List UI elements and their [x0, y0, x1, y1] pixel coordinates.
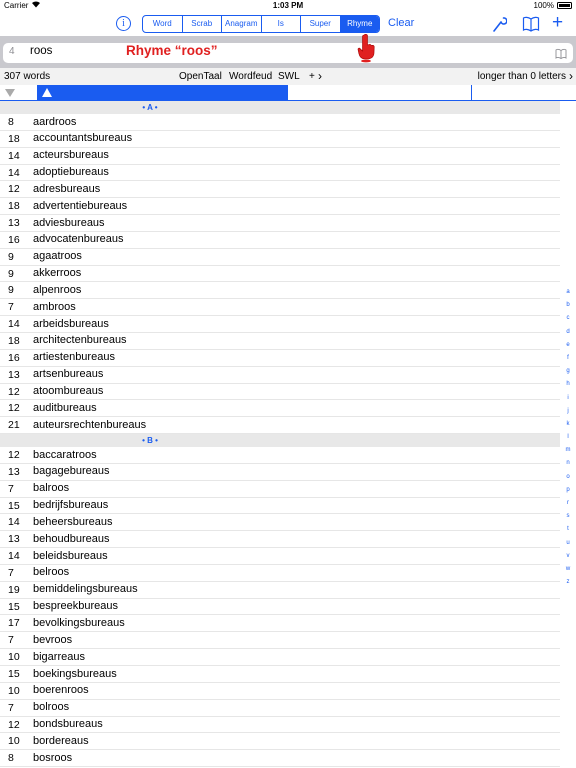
index-letter-j[interactable]: j — [567, 407, 569, 414]
word-text: accountantsbureaus — [33, 132, 133, 145]
segment-anagram[interactable]: Anagram — [222, 16, 262, 32]
word-length: 18 — [8, 132, 20, 145]
word-text: bolroos — [33, 701, 70, 714]
word-row[interactable] — [0, 649, 560, 666]
word-text: balroos — [33, 482, 70, 495]
word-text: adresbureaus — [33, 182, 101, 195]
battery-percent: 100% — [533, 1, 554, 10]
word-length: 7 — [8, 301, 14, 314]
index-letter-l[interactable]: l — [567, 434, 569, 441]
word-text: auditbureaus — [33, 401, 97, 414]
word-text: bespreekbureaus — [33, 600, 119, 613]
index-letter-k[interactable]: k — [566, 420, 570, 427]
word-length: 15 — [8, 600, 20, 613]
word-row[interactable] — [0, 548, 560, 565]
dictionary-option-opentaal[interactable]: OpenTaal — [179, 71, 222, 82]
word-row[interactable] — [0, 215, 560, 232]
dictionary-option-wordfeud[interactable]: Wordfeud — [229, 71, 273, 82]
segment-word[interactable]: Word — [143, 16, 183, 32]
word-row[interactable] — [0, 148, 560, 165]
toolbar — [0, 12, 576, 36]
section-header: • B • — [0, 434, 560, 447]
word-length: 19 — [8, 583, 20, 596]
word-length: 12 — [8, 385, 20, 398]
alphabet-index[interactable] — [561, 286, 575, 589]
word-row[interactable] — [0, 249, 560, 266]
word-text: adoptiebureaus — [33, 166, 109, 179]
word-length: 12 — [8, 449, 20, 462]
segment-super[interactable]: Super — [301, 16, 341, 32]
word-length: 9 — [8, 267, 14, 280]
word-length: 8 — [8, 116, 14, 128]
word-row[interactable] — [0, 266, 560, 283]
word-text: acteursbureaus — [33, 149, 109, 162]
word-row[interactable] — [0, 232, 560, 249]
word-text: architectenbureaus — [33, 334, 127, 347]
index-letter-v[interactable]: v — [566, 552, 570, 559]
book-icon[interactable] — [522, 15, 540, 33]
battery-icon — [557, 2, 572, 9]
chevron-right-icon[interactable]: › — [569, 69, 573, 83]
word-text: bevroos — [33, 633, 73, 646]
word-row[interactable] — [0, 181, 560, 198]
word-text: beheersbureaus — [33, 515, 113, 528]
word-row[interactable] — [0, 599, 560, 616]
status-bar — [0, 0, 576, 12]
word-length: 10 — [8, 684, 20, 697]
word-text: bosroos — [33, 751, 73, 764]
word-row[interactable] — [0, 717, 560, 734]
word-length: 12 — [8, 402, 20, 415]
word-count: 307 words — [4, 71, 51, 82]
word-row[interactable] — [0, 565, 560, 582]
word-text: akkerroos — [33, 267, 82, 280]
word-row[interactable] — [0, 282, 560, 299]
word-text: bordereaus — [33, 734, 89, 747]
info-icon[interactable]: i — [116, 16, 131, 31]
search-mode-segmented-control — [142, 15, 380, 33]
word-row[interactable] — [0, 447, 560, 464]
word-text: belroos — [33, 566, 70, 579]
index-letter-c[interactable]: c — [566, 315, 570, 322]
word-row[interactable] — [0, 131, 560, 148]
word-length: 17 — [8, 617, 20, 630]
word-text: bigarreaus — [33, 650, 85, 663]
word-length: 10 — [8, 735, 20, 748]
word-text: arbeidsbureaus — [33, 317, 109, 330]
word-length: 13 — [8, 465, 20, 478]
word-length: 15 — [8, 499, 20, 512]
word-text: aardroos — [33, 115, 77, 128]
word-row[interactable] — [0, 316, 560, 333]
word-text: alpenroos — [33, 283, 82, 296]
word-length: 7 — [8, 482, 14, 495]
word-row[interactable] — [0, 417, 560, 434]
search-letter-count: 4 — [9, 46, 15, 57]
index-letter-f[interactable]: f — [567, 354, 569, 361]
word-row[interactable] — [0, 114, 560, 131]
word-list — [0, 101, 560, 767]
word-length: 9 — [8, 284, 14, 297]
index-letter-p[interactable]: p — [566, 486, 570, 493]
length-filter[interactable]: longer than 0 letters — [477, 71, 566, 82]
word-length: 13 — [8, 368, 20, 381]
index-letter-s[interactable]: s — [566, 513, 570, 520]
search-band — [0, 36, 576, 68]
plus-icon[interactable]: + — [552, 12, 564, 33]
word-length: 21 — [8, 419, 20, 432]
section-header: • A • — [0, 101, 560, 114]
word-text: advertentiebureaus — [33, 199, 128, 212]
word-row[interactable] — [0, 400, 560, 417]
word-length: 16 — [8, 233, 20, 246]
search-value: roos — [30, 45, 53, 57]
word-text: agaatroos — [33, 250, 82, 263]
sort-descending-icon[interactable] — [5, 89, 15, 97]
clear-button[interactable]: Clear — [388, 17, 415, 29]
word-row[interactable] — [0, 165, 560, 182]
sort-column-divider — [288, 85, 472, 101]
wrench-icon[interactable] — [491, 15, 507, 33]
segment-is[interactable]: Is — [262, 16, 302, 32]
word-row[interactable] — [0, 750, 560, 767]
index-letter-g[interactable]: g — [566, 368, 570, 375]
sort-ascending-button[interactable] — [37, 85, 288, 101]
word-text: artsenbureaus — [33, 368, 104, 381]
word-row[interactable] — [0, 464, 560, 481]
word-row[interactable] — [0, 367, 560, 384]
word-row[interactable] — [0, 683, 560, 700]
search-input[interactable] — [3, 43, 573, 63]
word-length: 12 — [8, 183, 20, 196]
dictionary-book-icon[interactable] — [555, 47, 567, 59]
word-row[interactable] — [0, 514, 560, 531]
word-length: 16 — [8, 351, 20, 364]
word-length: 12 — [8, 718, 20, 731]
segment-scrab[interactable]: Scrab — [183, 16, 223, 32]
index-letter-t[interactable]: t — [567, 526, 569, 533]
dictionary-option-swl[interactable]: SWL — [278, 71, 300, 82]
carrier-label: Carrier — [4, 1, 29, 10]
sort-ascending-icon — [42, 88, 52, 97]
chevron-right-icon[interactable]: › — [318, 69, 322, 83]
word-text: bemiddelingsbureaus — [33, 583, 138, 596]
word-row[interactable] — [0, 333, 560, 350]
index-letter-d[interactable]: d — [566, 328, 570, 335]
word-text: atoombureaus — [33, 385, 104, 397]
word-row[interactable] — [0, 666, 560, 683]
word-length: 13 — [8, 217, 20, 230]
segment-rhyme[interactable]: Rhyme — [341, 16, 380, 32]
more-dictionaries-button[interactable]: + — [309, 71, 315, 82]
word-row[interactable] — [0, 299, 560, 316]
word-text: bevolkingsbureaus — [33, 616, 125, 629]
word-text: advocatenbureaus — [33, 233, 124, 246]
word-row[interactable] — [0, 582, 560, 599]
word-text: baccaratroos — [33, 448, 97, 461]
word-text: adviesbureaus — [33, 216, 105, 229]
index-letter-o[interactable]: o — [566, 473, 570, 480]
word-row[interactable] — [0, 615, 560, 632]
word-text: bagagebureaus — [33, 465, 110, 478]
word-length: 7 — [8, 566, 14, 579]
word-length: 10 — [8, 651, 20, 664]
word-length: 13 — [8, 533, 20, 546]
index-letter-h[interactable]: h — [566, 381, 570, 388]
word-length: 8 — [8, 752, 14, 765]
word-text: beleidsbureaus — [33, 549, 108, 562]
index-letter-z[interactable]: z — [566, 579, 570, 586]
word-length: 9 — [8, 250, 14, 263]
word-row[interactable] — [0, 632, 560, 649]
word-length: 18 — [8, 334, 20, 347]
index-letter-n[interactable]: n — [566, 460, 570, 467]
word-text: bedrijfsbureaus — [33, 499, 109, 512]
word-length: 15 — [8, 668, 20, 680]
word-row[interactable] — [0, 350, 560, 367]
index-letter-w[interactable]: w — [565, 565, 571, 572]
summary-bar — [0, 68, 576, 85]
word-row[interactable] — [0, 198, 560, 215]
index-letter-m[interactable]: m — [565, 447, 571, 454]
word-length: 7 — [8, 701, 14, 714]
pointer-hand-icon — [356, 33, 376, 63]
rhyme-annotation: Rhyme “roos” — [126, 43, 218, 58]
index-letter-r[interactable]: r — [567, 500, 569, 506]
index-letter-e[interactable]: e — [566, 341, 570, 348]
word-length: 7 — [8, 634, 14, 647]
word-length: 14 — [8, 166, 20, 179]
word-text: boerenroos — [33, 684, 89, 697]
index-letter-a[interactable]: a — [566, 289, 570, 295]
sort-bar — [0, 85, 576, 101]
word-row[interactable] — [0, 700, 560, 717]
word-text: auteursrechtenbureaus — [33, 418, 147, 431]
word-text: boekingsbureaus — [33, 667, 117, 680]
word-length: 14 — [8, 318, 20, 331]
word-row[interactable] — [0, 498, 560, 515]
status-time: 1:03 PM — [272, 1, 304, 10]
word-length: 14 — [8, 550, 20, 563]
word-row[interactable] — [0, 384, 560, 401]
index-letter-b[interactable]: b — [566, 302, 570, 309]
word-length: 14 — [8, 149, 20, 162]
index-letter-u[interactable]: u — [566, 539, 570, 546]
word-text: bondsbureaus — [33, 718, 103, 731]
word-length: 14 — [8, 516, 20, 529]
word-row[interactable] — [0, 531, 560, 548]
word-text: ambroos — [33, 300, 76, 313]
word-row[interactable] — [0, 733, 560, 750]
word-text: artiestenbureaus — [33, 351, 115, 364]
index-letter-i[interactable]: i — [567, 394, 569, 401]
word-text: behoudbureaus — [33, 532, 110, 545]
word-length: 18 — [8, 200, 20, 213]
word-row[interactable] — [0, 481, 560, 498]
